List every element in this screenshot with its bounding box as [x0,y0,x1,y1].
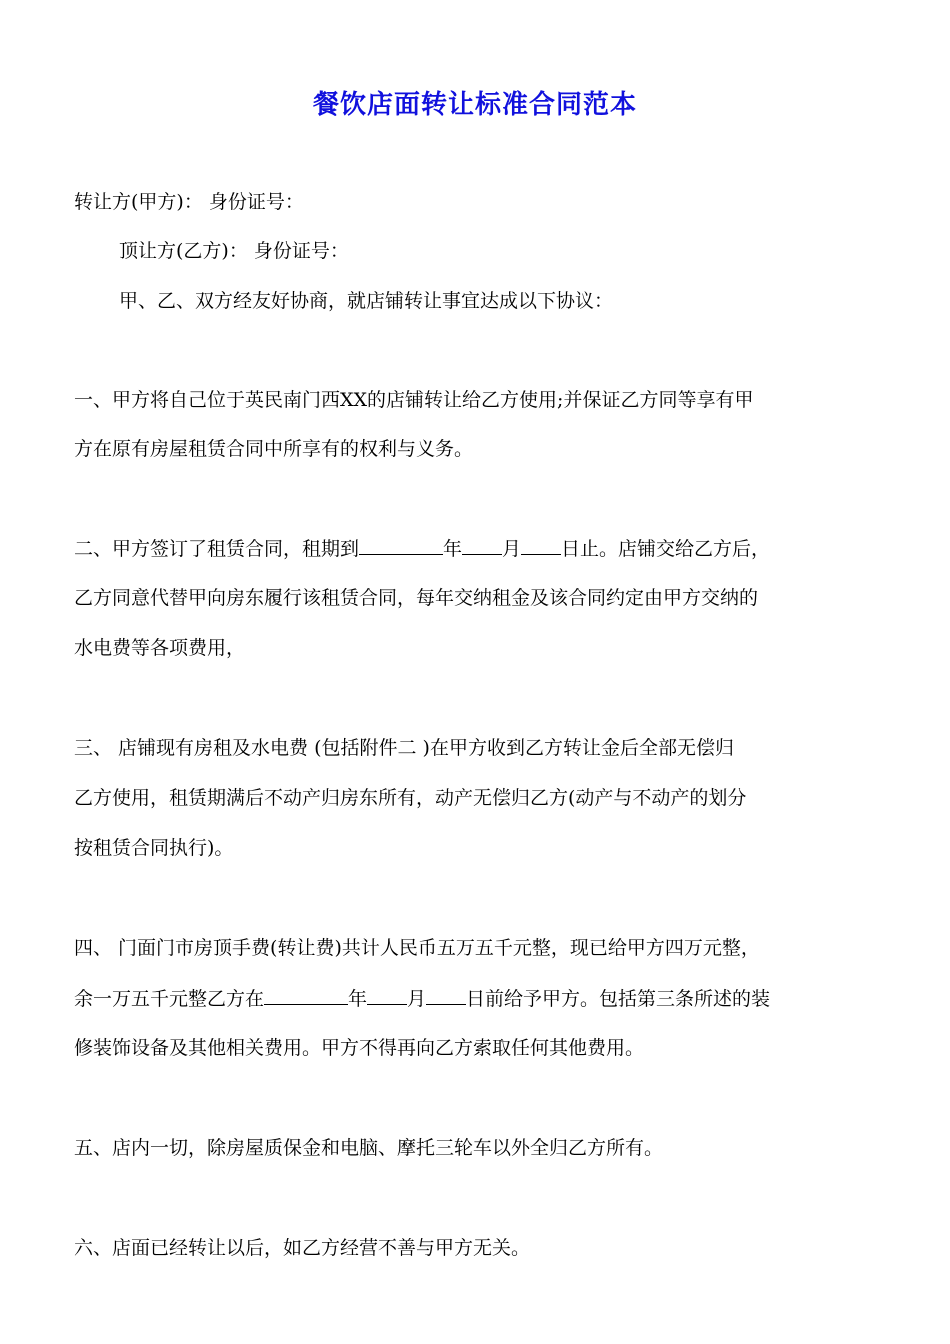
clause-2-line-2: 乙方同意代替甲向房东履行该租赁合同，每年交纳租金及该合同约定由甲方交纳的 [74,587,759,609]
year-blank [264,984,348,1005]
clause-4-line-1: 四、 门面门市房顶手费(转让费)共计人民币五万五千元整，现已给甲方四万元整， [74,937,760,959]
intro-line: 甲、乙、双方经友好协商，就店铺转让事宜达成以下协议： [119,290,614,312]
clause-4-text-a: 余一万五千元整乙方在 [74,988,265,1010]
clause-6-line-1: 六、店面已经转让以后，如乙方经营不善与甲方无关。 [74,1237,531,1259]
clause-2-text-b: 年 [443,538,463,560]
clause-2-line-1 [74,534,770,563]
clause-2-text-a: 二、甲方签订了租赁合同，租期到 [74,538,360,560]
clause-3-line-1: 三、 店铺现有房租及水电费 (包括附件二 )在甲方收到乙方转让金后全部无偿归 [74,737,734,759]
clause-1-line-2: 方在原有房屋租赁合同中所享有的权利与义务。 [74,438,474,460]
transferee-line: 顶让方(乙方)： 身份证号： [119,240,349,262]
clause-1-line-1: 一、甲方将自己位于英民南门西XX的店铺转让给乙方使用;并保证乙方同等享有甲 [74,389,754,411]
month-blank [367,984,407,1005]
year-blank [359,534,443,555]
day-blank [521,534,561,555]
clause-2-text-c: 月 [502,538,522,560]
clause-2-text-d: 日止。店铺交给乙方后， [561,538,771,560]
clause-4-text-b: 年 [348,988,368,1010]
month-blank [462,534,502,555]
clause-5-line-1: 五、店内一切，除房屋质保金和电脑、摩托三轮车以外全归乙方所有。 [74,1137,664,1159]
clause-4-text-d: 日前给予甲方。包括第三条所述的装 [466,988,771,1010]
clause-4-text-c: 月 [407,988,427,1010]
clause-2-line-3: 水电费等各项费用， [74,637,246,659]
clause-4-line-3: 修装饰设备及其他相关费用。甲方不得再向乙方索取任何其他费用。 [74,1037,645,1059]
clause-3-line-2: 乙方使用，租赁期满后不动产归房东所有，动产无偿归乙方(动产与不动产的划分 [74,787,747,809]
clause-3-line-3: 按租赁合同执行)。 [74,837,234,859]
day-blank [426,984,466,1005]
clause-4-line-2 [74,984,770,1013]
transferor-line: 转让方(甲方)： 身份证号： [74,191,304,213]
document-title: 餐饮店面转让标准合同范本 [312,90,637,120]
